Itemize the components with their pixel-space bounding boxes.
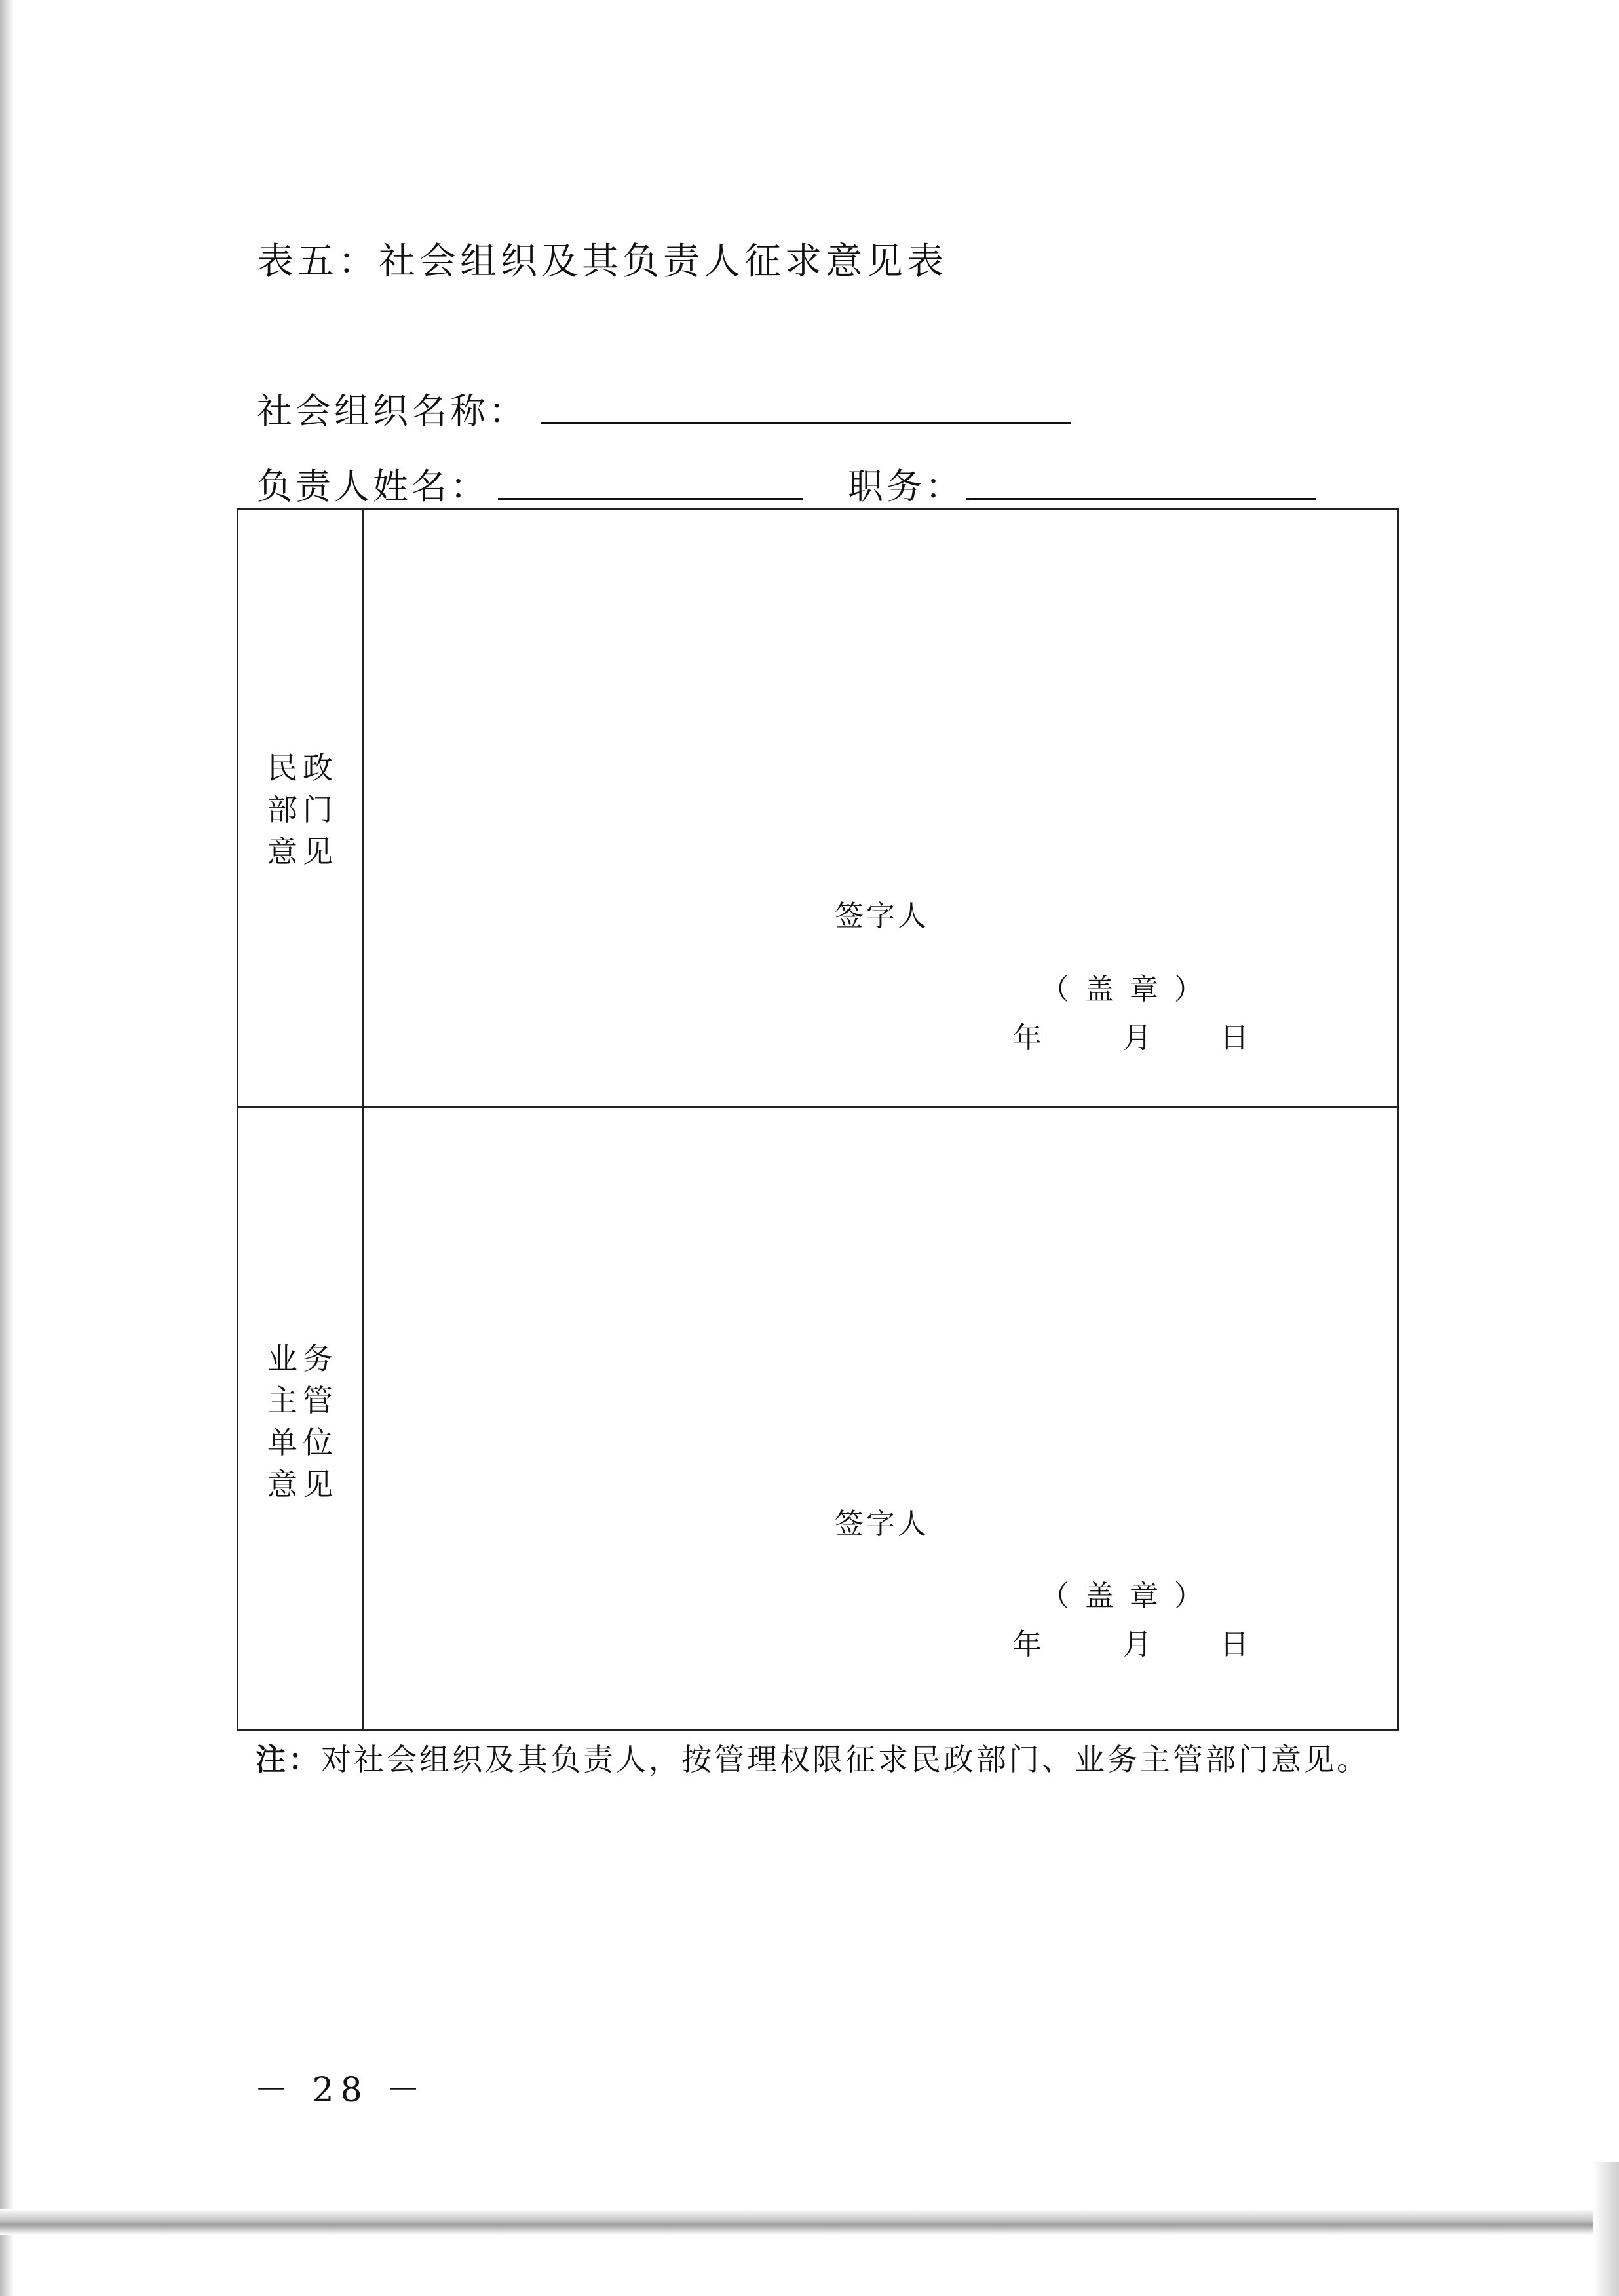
business-supervisor-signer-label: 签字人 xyxy=(835,1507,929,1541)
scan-edge-left xyxy=(0,0,14,2296)
scan-edge-bottom xyxy=(0,2209,1619,2235)
business-supervisor-seal-label: （盖章） xyxy=(1040,1579,1219,1613)
person-name-label: 负责人姓名： xyxy=(257,466,489,507)
org-name-label: 社会组织名称： xyxy=(257,390,527,432)
business-supervisor-date xyxy=(1013,1621,1249,1663)
civil-affairs-opinion-label: 民政部门意见 xyxy=(267,750,338,869)
date-month-label: 月 xyxy=(1123,1628,1152,1661)
date-day-label: 日 xyxy=(1220,1628,1249,1661)
civil-affairs-seal-label: （盖章） xyxy=(1040,973,1219,1006)
page-number: － 28 － xyxy=(254,2071,427,2110)
civil-affairs-date xyxy=(1013,1014,1249,1056)
footnote xyxy=(256,1736,1369,1779)
civil-affairs-signer-label: 签字人 xyxy=(835,899,929,933)
org-name-field[interactable] xyxy=(541,422,1071,424)
position-field[interactable] xyxy=(966,498,1316,500)
page-title: 表五：社会组织及其负责人征求意见表 xyxy=(257,240,947,283)
scan-edge-right xyxy=(1593,2162,1619,2296)
business-supervisor-opinion-label: 业务主管单位意见 xyxy=(267,1341,338,1502)
date-day-label: 日 xyxy=(1220,1021,1249,1055)
footnote-text: 对社会组织及其负责人，按管理权限征求民政部门、业务主管部门意见。 xyxy=(321,1742,1369,1777)
date-year-label: 年 xyxy=(1013,1021,1042,1055)
person-name-field[interactable] xyxy=(498,498,803,500)
table-column-divider xyxy=(362,508,364,1731)
footnote-prefix: 注： xyxy=(256,1742,321,1777)
date-year-label: 年 xyxy=(1013,1628,1042,1661)
position-label: 职务： xyxy=(848,466,964,507)
date-month-label: 月 xyxy=(1123,1021,1152,1055)
table-row-divider xyxy=(237,1106,1399,1108)
